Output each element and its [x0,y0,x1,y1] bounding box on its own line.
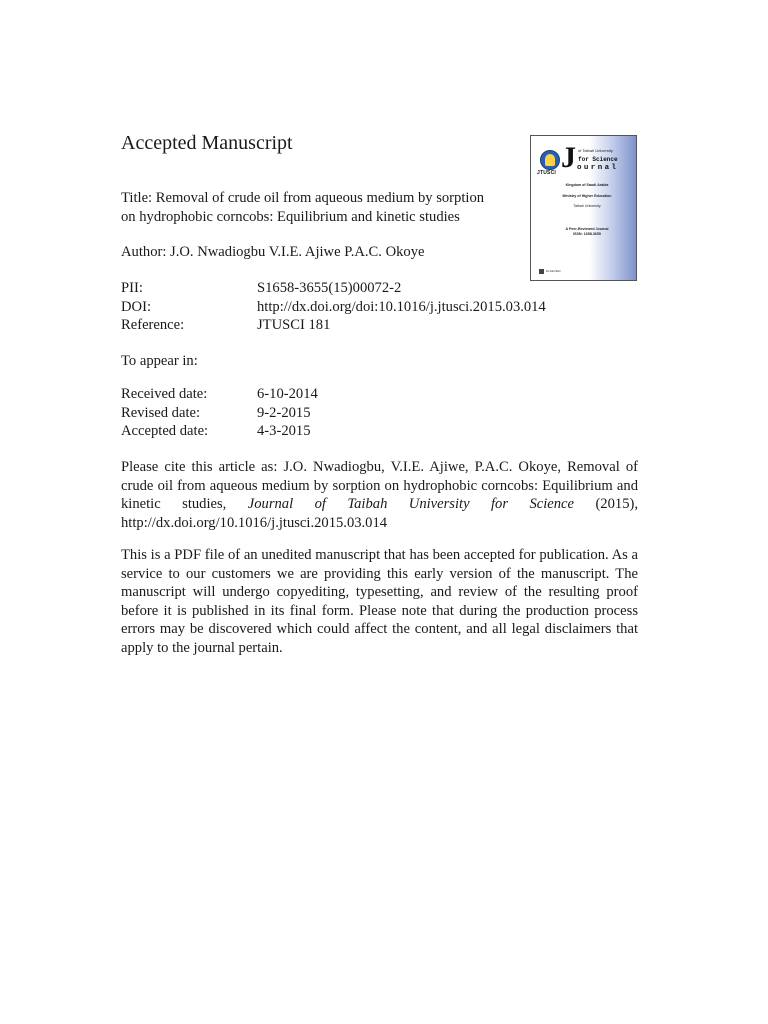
logo-emblem [545,154,555,166]
cover-ministry: Ministry of Higher Education [562,194,612,198]
revised-label: Revised date: [121,404,201,421]
author-line: Author: J.O. Nwadiogbu V.I.E. Ajiwe P.A.C. Okoye [121,244,425,260]
citation-doi: (2015), http://dx.doi.org/10.1016/j.jtusci.2015.03.014 [121,496,638,531]
article-title [121,189,511,226]
pii-label: PII: [121,280,143,296]
received-label: Received date: [121,386,208,402]
accepted-label: Accepted date: [121,423,209,439]
revised-value: 9-2-2015 [257,404,311,421]
meta-row-reference [121,316,546,335]
title-line-2: on hydrophobic corncobs: Equilibrium and kinetic studies [121,208,460,225]
metadata-table [121,279,546,335]
title-line-1: Title: Removal of crude oil from aqueous medium by sorption [121,190,485,206]
cover-issn: ISSN: 1658-3655 [573,232,601,236]
cover-journal-word: ournal [577,164,619,172]
meta-row-doi [121,298,546,317]
reference-value: JTUSCI 181 [257,317,331,333]
journal-cover-image [530,135,637,281]
to-appear-in: To appear in: [121,353,198,369]
date-row-received [121,385,318,404]
reference-label: Reference: [121,317,185,333]
pii-value: S1658-3655(15)00072-2 [257,280,402,296]
disclaimer-paragraph: This is a PDF file of an unedited manuscript that has been accepted for publication. As a service to our customers we are providing this early version of the manuscript. The manuscript will undergo copyediting, typesetting, and review of the resulting proof before it is published in its final form. Please note that during the production process errors may be discovered which could affect the content, and all legal disclaimers that apply to the journal pertain. [121,547,638,656]
dates-table [121,385,318,441]
cover-peer-reviewed: A Peer-Reviewed Journal [565,227,609,231]
cover-logo-text: JTUSCI [537,170,556,176]
meta-row-pii [121,279,546,298]
received-value: 6-10-2014 [257,386,318,402]
page-heading: Accepted Manuscript [121,132,293,154]
cover-publisher: ELSEVIER [546,269,561,273]
accepted-value: 4-3-2015 [257,423,311,439]
university-logo-icon [540,150,560,170]
doi-link[interactable]: http://dx.doi.org/doi:10.1016/j.jtusci.2015.03.014 [257,298,546,315]
doi-label: DOI: [121,298,151,315]
cover-university: Taibah University [573,204,601,208]
cover-for-science: for Science [578,156,618,163]
date-row-revised [121,404,318,423]
publisher-logo-icon [539,269,544,274]
cover-big-letter: J [561,141,576,174]
cover-kingdom: Kingdom of Saudi Arabia [565,183,609,187]
journal-name: Journal of Taibah University for Science [247,496,575,512]
date-row-accepted [121,422,318,441]
citation-paragraph [121,458,638,532]
cover-university-line: of Taibah University [578,148,613,153]
citation-text: Please cite this article as: J.O. Nwadiogbu, V.I.E. Ajiwe, P.A.C. Okoye, Removal of crude oil from aqueous medium by sorption on hydrophobic corncobs: Equilibrium and kinetic studies, [121,459,638,512]
